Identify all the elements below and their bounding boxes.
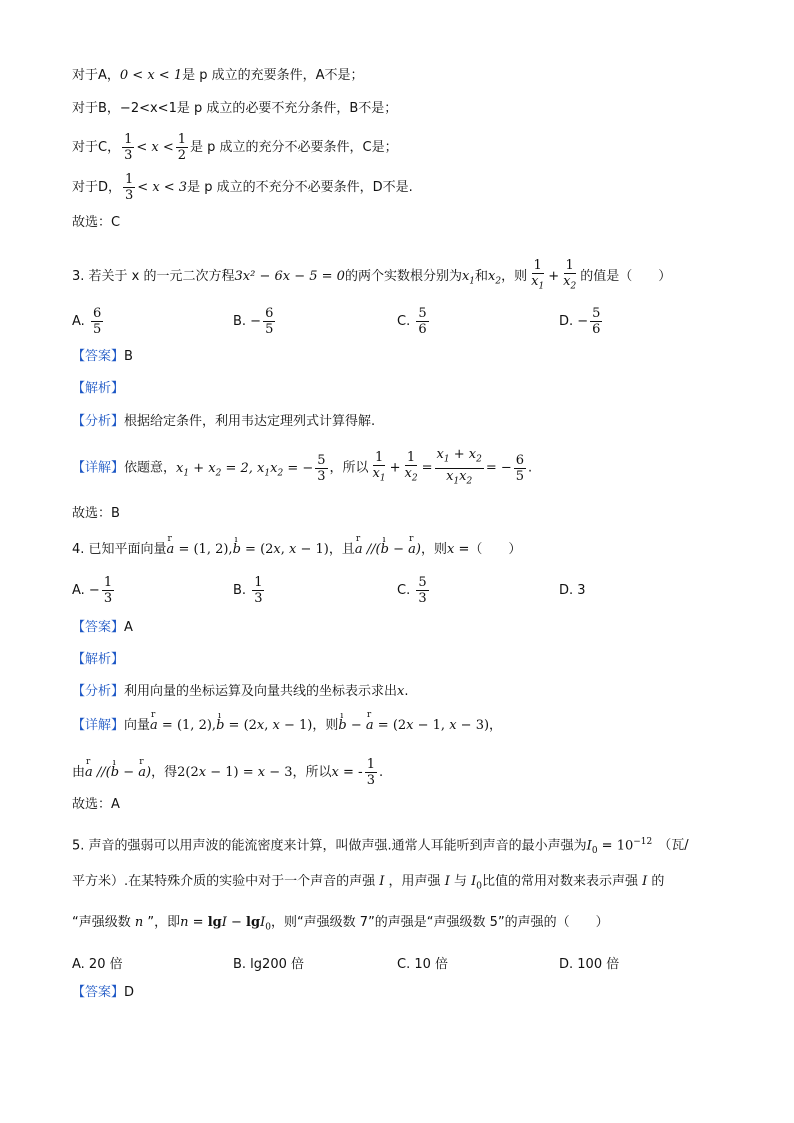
q4-fenxi: 【分析】利用向量的坐标运算及向量共线的坐标表示求出x. bbox=[72, 684, 409, 699]
text-line: 对于C， $\frac{1}{3}$ < x < $\frac{1}{2}$ 是 p 成立的充分不必要条件，C是； bbox=[72, 132, 398, 163]
question-5-line-1: 5. 声音的强弱可以用声波的能流密度来计算，叫做声强.通常人耳能听到声音的最小声强为$I_0 = 10^{-12}$ （瓦/ bbox=[72, 837, 689, 856]
q4-analysis bbox=[72, 651, 124, 669]
q3-suffix: 的值是（ ） bbox=[580, 268, 672, 284]
q3-option-b: B. − $\frac{6}{5}$ bbox=[233, 306, 274, 337]
line-prefix: 对于D， bbox=[72, 180, 122, 195]
text-line bbox=[72, 67, 364, 85]
q4-answer: 【答案】A bbox=[72, 620, 133, 635]
q3-option-c: C. $\frac{5}{6}$ bbox=[397, 306, 427, 337]
analysis-tag: 【解析】 bbox=[72, 652, 125, 667]
q3-mid: 的两个实数根分别为 bbox=[344, 268, 462, 284]
q3-choose: 故选：B bbox=[72, 506, 120, 521]
text-line: 对于D， $\frac{1}{3}$ < x < 3是 p 成立的不充分不必要条件，D不是. bbox=[72, 172, 413, 203]
q4-choose: 故选：A bbox=[72, 797, 120, 812]
q5-answer: 【答案】D bbox=[72, 985, 135, 1000]
line-prefix: 对于A， bbox=[72, 68, 120, 83]
fenxi-tag: 【分析】 bbox=[72, 414, 125, 429]
question-5-line-3: “声强级数 n ”，即n = lgI − lgI$_0$，则“声强级数 7”的声强是“声强级数 5”的声强的（ ） bbox=[72, 915, 609, 933]
text-line bbox=[72, 100, 397, 118]
line-prefix: 对于C， bbox=[72, 140, 121, 155]
line-prefix: 对于B， bbox=[72, 101, 120, 116]
fraction: $\frac{1}{x_1}$ bbox=[531, 258, 545, 292]
q4-derive: 由r a //(ı b − r a)，得2(2x − 1) = x − 3，所以x = - $\frac{1}{3}$ . bbox=[72, 757, 383, 788]
detail-tag: 【详解】 bbox=[72, 460, 125, 476]
line-suffix: 是 p 成立的必要不充分条件，B不是； bbox=[176, 101, 398, 116]
fenxi-tag: 【分析】 bbox=[72, 684, 125, 699]
fraction: $\frac{1}{3}$ bbox=[124, 132, 133, 163]
q3-answer: 【答案】B bbox=[72, 349, 133, 364]
fraction: $\frac{1}{3}$ bbox=[125, 172, 134, 203]
fraction: $\frac{1}{2}$ bbox=[177, 132, 187, 163]
q3-detail: 【详解】依题意，$x_1 + x_2 = 2$, $x_1x_2$ = − $\frac{5}{3}$ ，所以 $\frac{1}{x_1}$ + $\frac{1}{x_2}$ = $\frac{x_1 + x_2}{x_1x_2}$ = − $\frac{6}{5}$ . bbox=[72, 447, 533, 487]
q3-option-d: D. − $\frac{5}{6}$ bbox=[559, 306, 601, 337]
q4-detail: 【详解】向量r a = (1, 2),ı b = (2x, x − 1)，则ı b − r a = (2x − 1, x − 3)， bbox=[72, 717, 502, 735]
q5-option-c: C. 10 倍 bbox=[397, 957, 449, 972]
question-3: 3. 若关于 x 的一元二次方程3x² − 6x − 5 = 0的两个实数根分别为$x_1$和$x_2$，则 $\frac{1}{x_1}$ + $\frac{1}{x_2}$ 的值是（ ） bbox=[72, 258, 671, 295]
choose-line: 故选：C bbox=[72, 215, 121, 230]
math-expr: 0 < x < 1 bbox=[119, 68, 183, 83]
q5-option-a: A. 20 倍 bbox=[72, 957, 123, 972]
line-suffix: 是 p 成立的不充分不必要条件，D不是. bbox=[187, 180, 413, 195]
q4-option-a: A. − $\frac{1}{3}$ bbox=[72, 575, 113, 606]
answer-tag: 【答案】 bbox=[72, 620, 125, 635]
question-4: 4. 已知平面向量r a = (1, 2),ı b = (2x, x − 1)，且r a //(ı b − r a)，则x =（ ） bbox=[72, 541, 521, 559]
fraction: $\frac{1}{x_2}$ bbox=[563, 258, 577, 292]
line-suffix: 是 p 成立的充分不必要条件，C是； bbox=[190, 140, 398, 155]
q3-analysis bbox=[72, 380, 124, 398]
q4-option-b: B. $\frac{1}{3}$ bbox=[233, 575, 263, 606]
q5-option-b: B. lg200 倍 bbox=[233, 957, 304, 972]
q5-option-d: D. 100 倍 bbox=[559, 957, 620, 972]
line-suffix: 是 p 成立的充要条件，A不是； bbox=[182, 68, 364, 83]
q4-option-d: D. 3 bbox=[559, 583, 586, 598]
q3-fenxi: 【分析】根据给定条件，利用韦达定理列式计算得解. bbox=[72, 414, 376, 429]
detail-tag: 【详解】 bbox=[72, 718, 125, 733]
q3-prefix: 3. 若关于 x 的一元二次方程 bbox=[72, 268, 235, 284]
question-5-line-2: 平方米）.在某特殊介质的实验中对于一个声音的声强 I ，用声强 I 与 $I_0$比值的常用对数来表示声强 I 的 bbox=[72, 874, 665, 892]
analysis-tag: 【解析】 bbox=[72, 381, 125, 396]
q3-option-a: A. $\frac{6}{5}$ bbox=[72, 306, 102, 337]
q3-equation: 3x² − 6x − 5 = 0 bbox=[234, 268, 345, 284]
math-expr: −2<x<1 bbox=[119, 101, 177, 116]
q4-option-c: C. $\frac{5}{3}$ bbox=[397, 575, 427, 606]
answer-tag: 【答案】 bbox=[72, 985, 125, 1000]
answer-tag: 【答案】 bbox=[72, 349, 125, 364]
